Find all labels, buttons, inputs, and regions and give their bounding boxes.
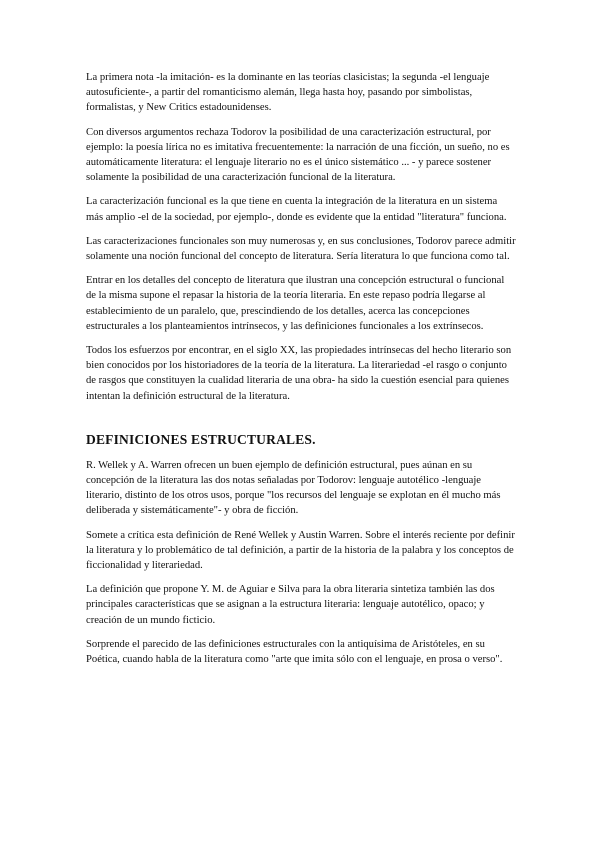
paragraph: Con diversos argumentos rechaza Todorov la posibilidad de una caracterización estructural, por ejemplo: la poesía lírica no es imitativa frecuentemente: la narración de una ficción, un sueño, no es automáticamente literatura: el lenguaje literario no es el único sistemático ... - y parece sostener solamente la posibilidad de una caracterización funcional de la literatura.: [86, 126, 510, 184]
paragraph: Todos los esfuerzos por encontrar, en el siglo XX, las propiedades intrínsecas del hecho literario son bien conocidos por los historiadores de la teoría de la literatura. La literariedad -el rasgo o conjunto de rasgos que constituyen la cualidad literaria de una obra- ha sido la cuestión esencial para quienes intentan la definición estructural de la literatura.: [86, 345, 512, 402]
paragraph: Las caracterizaciones funcionales son muy numerosas y, en sus conclusiones, Todorov parece admitir solamente una noción funcional del concepto de literatura. Sería literatura lo que funciona como tal.: [86, 235, 516, 263]
paragraph: La primera nota -la imitación- es la dominante en las teorías clasicistas; la segunda -el lenguaje autosuficiente-, a partir del romanticismo alemán, llega hasta hoy, pasando por simbolistas, formalistas, y New Critics estadounidenses.: [86, 72, 490, 114]
paragraph: Sorprende el parecido de las definiciones estructurales con la antiquísima de Aristóteles, en su Poética, cuando habla de la literatura como "arte que imita sólo con el lenguaje, en prosa o verso".: [86, 638, 503, 666]
section-heading: DEFINICIONES ESTRUCTURALES.: [86, 431, 316, 447]
paragraph: R. Wellek y A. Warren ofrecen un buen ejemplo de definición estructural, pues aúnan en su concepción de la literatura las dos notas señaladas por Todorov: lenguaje autotélico -lenguaje literario, distinto de los otros usos, porque "los recursos del lenguaje se explotan en él mucho más deliberada y sistemáticamente"- y obra de ficción.: [86, 459, 501, 517]
document-page: [86, 70, 516, 676]
paragraph: La definición que propone Y. M. de Aguiar e Silva para la obra literaria sintetiza también las dos principales características que se asignan a la estructura literaria: lenguaje autotélico, opaco; y creación de un mundo ficticio.: [86, 584, 495, 626]
paragraph: Entrar en los detalles del concepto de literatura que ilustran una concepción estructural o funcional de la misma supone el repasar la historia de la teoría literaria. En este repaso podría llegarse al establecimiento de un paralelo, que, prescindiendo de los detalles, acerca las concepciones estructurales a los planteamientos intrínsecos, y las definiciones funcionales a los extrínsecos.: [86, 275, 505, 332]
paragraph: Somete a crítica esta definición de René Wellek y Austin Warren. Sobre el interés reciente por definir la literatura y lo problemático de tal definición, a partir de la historia de la palabra y los conceptos de ficcionalidad y literariedad.: [86, 529, 515, 572]
paragraph: La caracterización funcional es la que tiene en cuenta la integración de la literatura en un sistema más amplio -el de la sociedad, por ejemplo-, donde es evidente que la entidad "literatura" funciona.: [86, 196, 507, 223]
